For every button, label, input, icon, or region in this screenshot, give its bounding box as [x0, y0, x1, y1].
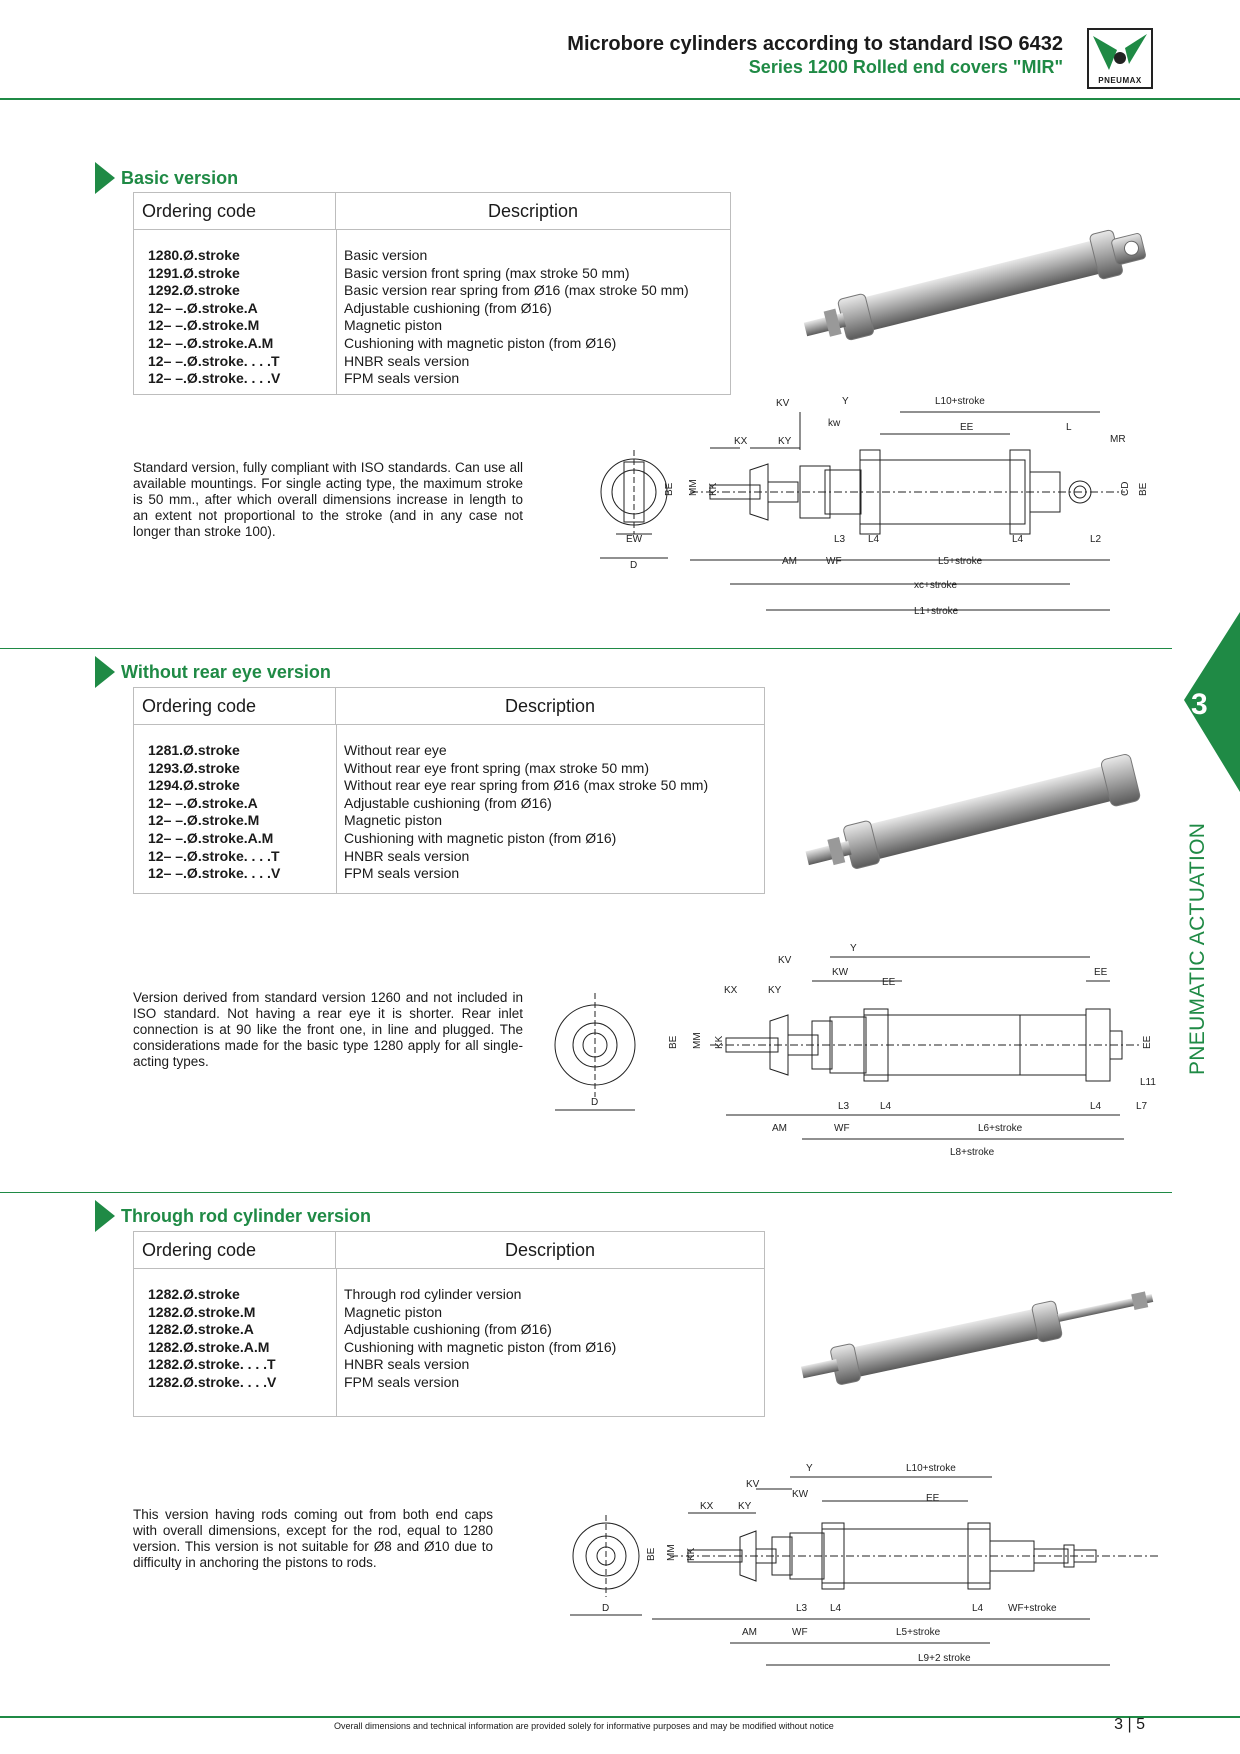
- dimension-drawing-basic: [590, 390, 1150, 622]
- section-title-no-rear-eye: Without rear eye version: [121, 662, 331, 682]
- dim-l6: L6+stroke: [978, 1123, 1023, 1134]
- dim-ee: EE: [882, 977, 896, 988]
- dim-am: AM: [742, 1627, 757, 1638]
- dim-ee-rear: EE: [1094, 967, 1108, 978]
- dim-l4: L4: [830, 1603, 842, 1614]
- dim-l7: L7: [1136, 1101, 1148, 1112]
- dim-wf: WF: [792, 1627, 808, 1638]
- dim-l2: L2: [1090, 534, 1102, 545]
- section-divider: [0, 648, 1172, 649]
- table-row: 1282.Ø.stroke.A Adjustable cushioning (from Ø16): [148, 1321, 552, 1338]
- table-row: 1292.Ø.stroke Basic version rear spring from Ø16 (max stroke 50 mm): [148, 282, 689, 299]
- dim-kk: KK: [708, 482, 719, 496]
- dim-l5: L5+stroke: [938, 556, 983, 567]
- dim-l8: L8+stroke: [950, 1147, 995, 1158]
- dim-ee: EE: [926, 1493, 940, 1504]
- section-marker-icon: [95, 162, 115, 194]
- table-row: 12– –.Ø.stroke.A Adjustable cushioning (from Ø16): [148, 299, 552, 316]
- dim-l: L: [1066, 422, 1072, 433]
- table-header-description: Description: [336, 688, 764, 725]
- footer-divider: [0, 1716, 1240, 1718]
- dim-l4-rear: L4: [1012, 534, 1024, 545]
- dim-l5: L5+stroke: [896, 1627, 941, 1638]
- page-subtitle: Series 1200 Rolled end covers "MIR": [748, 57, 1063, 77]
- ordering-table-no-rear-eye: [133, 687, 765, 894]
- section-marker-icon: [95, 1200, 115, 1232]
- dim-y: Y: [842, 396, 849, 407]
- table-row: 12– –.Ø.stroke. . . .V FPM seals version: [148, 370, 460, 387]
- dim-l11: L11: [1140, 1077, 1156, 1088]
- dim-am: AM: [772, 1123, 787, 1134]
- dim-am: AM: [782, 556, 797, 567]
- dim-be-right: BE: [1138, 482, 1149, 496]
- dim-d: D: [630, 560, 638, 571]
- chapter-number: 3: [1191, 688, 1208, 721]
- dim-kv: KV: [746, 1479, 760, 1490]
- dim-l3: L3: [838, 1101, 850, 1112]
- table-row: 1291.Ø.stroke Basic version front spring (max stroke 50 mm): [148, 264, 630, 281]
- dim-y: Y: [806, 1463, 813, 1474]
- dim-kw: kw: [828, 418, 841, 429]
- dim-xc: xc+stroke: [914, 580, 958, 591]
- pneumax-logo: [1087, 28, 1153, 89]
- dim-kk: KK: [686, 1547, 697, 1561]
- table-row: 12– –.Ø.stroke.A.M Cushioning with magnetic piston (from Ø16): [148, 334, 617, 351]
- dim-mr: MR: [1110, 434, 1126, 445]
- dim-mm: MM: [688, 479, 699, 496]
- table-header-description: Description: [336, 1232, 764, 1269]
- dim-kx: KX: [724, 985, 738, 996]
- dim-kx: KX: [734, 436, 748, 447]
- section-description-through-rod: This version having rods coming out from both end caps with overall dimensions, except for the rod, equal to 1280 version. This version is not suitable for Ø8 and Ø10 due to difficulty in anchoring the pistons to rods.: [133, 1507, 493, 1570]
- table-header-code: Ordering code: [134, 688, 336, 725]
- dim-ky: KY: [778, 436, 792, 447]
- table-row: 1293.Ø.stroke Without rear eye front spring (max stroke 50 mm): [148, 759, 649, 776]
- table-row: 1280.Ø.stroke Basic version: [148, 247, 428, 263]
- section-description-basic: Standard version, fully compliant with ISO standards. Can use all available mountings. For single acting type, the maximum stroke is 50 mm., after which overall dimensions increase in length to an extent not proportional to the stroke (and in any case not longer than stroke 100).: [133, 460, 523, 539]
- dim-ee-vertical: EE: [1142, 1035, 1153, 1049]
- page-header: [0, 0, 1240, 100]
- table-row: 1281.Ø.stroke Without rear eye: [148, 742, 447, 758]
- cylinder-photo-basic: [798, 220, 1170, 350]
- dim-l10: L10+stroke: [935, 396, 985, 407]
- dim-wf-stroke: WF+stroke: [1008, 1603, 1057, 1614]
- table-header-code: Ordering code: [134, 193, 336, 230]
- dim-l4: L4: [868, 534, 880, 545]
- table-row: 12– –.Ø.stroke.A.M Cushioning with magnetic piston (from Ø16): [148, 829, 617, 846]
- cylinder-photo-no-rear-eye: [800, 750, 1170, 880]
- dim-be: BE: [664, 482, 675, 496]
- ordering-table-through-rod: [133, 1231, 765, 1417]
- dim-y: Y: [850, 943, 857, 954]
- dim-ee: EE: [960, 422, 974, 433]
- table-row: 1282.Ø.stroke. . . .T HNBR seals version: [148, 1356, 470, 1373]
- dimension-drawing-through-rod: [570, 1455, 1170, 1675]
- dim-kv: KV: [776, 398, 790, 409]
- page-number: 3 | 5: [1114, 1716, 1145, 1733]
- table-header-description: Description: [336, 193, 730, 230]
- dim-d: D: [602, 1603, 610, 1614]
- dim-l9: L9+2 stroke: [918, 1653, 971, 1664]
- table-row: 1282.Ø.stroke Through rod cylinder version: [148, 1286, 522, 1302]
- dim-l4-rear: L4: [972, 1603, 984, 1614]
- dim-kk: KK: [714, 1035, 725, 1049]
- dim-wf: WF: [834, 1123, 850, 1134]
- dim-ky: KY: [768, 985, 782, 996]
- dim-l10: L10+stroke: [906, 1463, 956, 1474]
- section-title-through-rod: Through rod cylinder version: [121, 1206, 372, 1226]
- page-title: Microbore cylinders according to standard ISO 6432: [567, 33, 1063, 55]
- dim-wf: WF: [826, 556, 842, 567]
- table-row: 1282.Ø.stroke. . . .V FPM seals version: [148, 1373, 460, 1390]
- dim-l3: L3: [796, 1603, 808, 1614]
- dim-be: BE: [646, 1547, 657, 1561]
- dim-cd: CD: [1120, 481, 1131, 496]
- cylinder-photo-through-rod: [796, 1268, 1170, 1398]
- table-row: 12– –.Ø.stroke.M Magnetic piston: [148, 812, 443, 829]
- section-title-basic: Basic version: [121, 168, 239, 188]
- table-row: 12– –.Ø.stroke.A Adjustable cushioning (from Ø16): [148, 794, 552, 811]
- dim-kx: KX: [700, 1501, 714, 1512]
- dim-d: D: [591, 1097, 599, 1108]
- section-divider: [0, 1192, 1172, 1193]
- table-row: 12– –.Ø.stroke. . . .T HNBR seals version: [148, 847, 470, 864]
- table-row: 1294.Ø.stroke Without rear eye rear spring from Ø16 (max stroke 50 mm): [148, 777, 709, 794]
- dimension-drawing-no-rear-eye: [550, 935, 1156, 1165]
- dim-kw: KW: [832, 967, 849, 978]
- dim-kv: KV: [778, 955, 792, 966]
- table-header-code: Ordering code: [134, 1232, 336, 1269]
- dim-l4-rear: L4: [1090, 1101, 1102, 1112]
- chapter-label: PNEUMATIC ACTUATION: [1186, 822, 1209, 1075]
- dim-l3: L3: [834, 534, 846, 545]
- table-row: 12– –.Ø.stroke. . . .V FPM seals version: [148, 865, 460, 882]
- dim-be: BE: [668, 1035, 679, 1049]
- ordering-table-basic: [133, 192, 731, 395]
- table-row: 1282.Ø.stroke.A.M Cushioning with magnetic piston (from Ø16): [148, 1338, 617, 1355]
- pneumax-logo-icon: [1089, 30, 1151, 76]
- table-row: 1282.Ø.stroke.M Magnetic piston: [148, 1303, 443, 1320]
- section-marker-icon: [95, 656, 115, 688]
- dim-kw: KW: [792, 1489, 809, 1500]
- dim-mm: MM: [692, 1032, 703, 1049]
- dim-mm: MM: [666, 1544, 677, 1561]
- table-row: 12– –.Ø.stroke. . . .T HNBR seals version: [148, 352, 470, 369]
- dim-ew: EW: [626, 534, 643, 545]
- table-row: 12– –.Ø.stroke.M Magnetic piston: [148, 317, 443, 334]
- footer-disclaimer: Overall dimensions and technical information are provided solely for informative purposes and may be modified without notice: [334, 1721, 834, 1731]
- dim-l4: L4: [880, 1101, 892, 1112]
- section-description-no-rear-eye: Version derived from standard version 1260 and not included in ISO standard. Not having a rear eye it is shorter. Rear inlet connection is at 90 like the front one, in line and plugged. The considerations made for the basic type 1280 apply for all single-acting types.: [133, 990, 523, 1069]
- dim-ky: KY: [738, 1501, 752, 1512]
- logo-text: PNEUMAX: [1098, 76, 1142, 85]
- dim-l1: L1+stroke: [914, 606, 959, 617]
